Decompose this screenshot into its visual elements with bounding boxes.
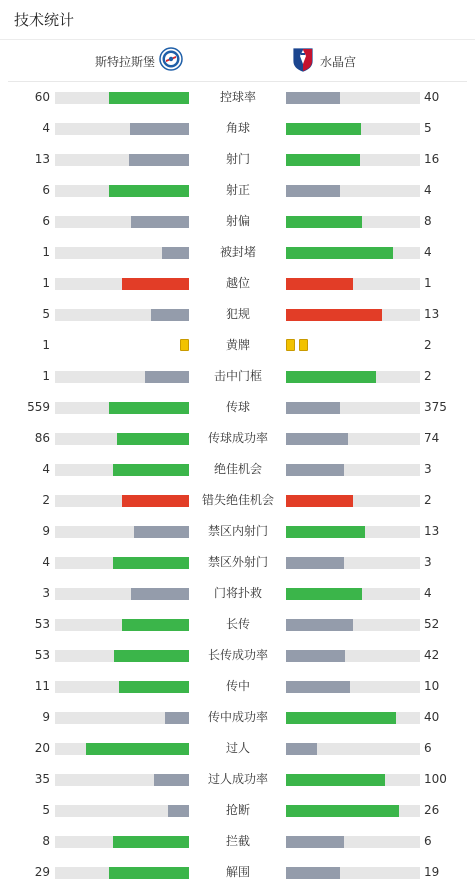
away-value: 19 <box>424 865 440 879</box>
away-bar-fill <box>286 92 340 104</box>
stat-row <box>0 671 475 702</box>
away-value: 4 <box>424 183 432 197</box>
stat-label: 射门 <box>225 152 250 166</box>
home-bar-fill <box>122 495 189 507</box>
away-bar-track <box>286 247 420 259</box>
home-bar-track <box>55 836 189 848</box>
stat-label: 长传成功率 <box>207 648 268 662</box>
home-bar-track <box>55 867 189 879</box>
away-bar-track <box>286 619 420 631</box>
away-bar-track <box>286 805 420 817</box>
away-bar-track <box>286 681 420 693</box>
home-value: 559 <box>27 400 50 414</box>
stat-row <box>0 733 475 764</box>
home-bar-fill <box>119 681 189 693</box>
stat-label: 传球 <box>225 400 250 414</box>
home-bar-fill <box>134 526 189 538</box>
home-bar-fill <box>109 867 189 879</box>
stat-row <box>0 423 475 454</box>
away-bar-fill <box>286 805 399 817</box>
stat-row <box>0 82 475 113</box>
stat-label: 传中成功率 <box>207 710 268 724</box>
yellow-card-icon <box>286 339 295 351</box>
away-bar-fill <box>286 309 382 321</box>
away-value: 2 <box>424 338 432 352</box>
stat-label: 门将扑救 <box>213 586 262 600</box>
away-bar-track <box>286 154 420 166</box>
away-value: 74 <box>424 431 440 445</box>
yellow-card-icon <box>180 339 189 351</box>
away-bar-track <box>286 495 420 507</box>
home-bar-fill <box>122 619 189 631</box>
stat-row <box>0 609 475 640</box>
teams-header <box>8 40 467 82</box>
home-value: 4 <box>42 555 50 569</box>
away-yellow-cards <box>286 339 308 353</box>
stat-label: 过人 <box>225 741 250 755</box>
stat-label: 禁区外射门 <box>207 555 268 569</box>
home-bar-track <box>55 185 189 197</box>
away-value: 8 <box>424 214 432 228</box>
stat-row <box>0 206 475 237</box>
away-value: 1 <box>424 276 432 290</box>
home-bar-fill <box>86 743 189 755</box>
home-bar-track <box>55 650 189 662</box>
stat-row <box>0 516 475 547</box>
away-bar-fill <box>286 278 353 290</box>
home-bar-fill <box>109 185 189 197</box>
home-value: 1 <box>42 369 50 383</box>
home-bar-track <box>55 557 189 569</box>
stat-row <box>0 640 475 671</box>
away-bar-fill <box>286 743 317 755</box>
home-value: 86 <box>34 431 50 445</box>
stat-label: 过人成功率 <box>207 772 268 786</box>
away-bar-track <box>286 464 420 476</box>
away-bar-fill <box>286 433 348 445</box>
home-bar-track <box>55 464 189 476</box>
home-bar-fill <box>117 433 189 445</box>
away-value: 52 <box>424 617 440 631</box>
away-bar-fill <box>286 557 344 569</box>
stat-row <box>0 578 475 609</box>
home-bar-track <box>55 588 189 600</box>
stat-label: 射正 <box>225 183 250 197</box>
stat-row <box>0 237 475 268</box>
away-bar-track <box>286 557 420 569</box>
home-value: 9 <box>42 524 50 538</box>
home-bar-track <box>55 681 189 693</box>
away-bar-fill <box>286 185 340 197</box>
away-bar-fill <box>286 712 396 724</box>
stat-label: 被封堵 <box>219 245 256 259</box>
home-bar-track <box>55 278 189 290</box>
stat-row <box>0 268 475 299</box>
stat-label: 犯规 <box>225 307 250 321</box>
stat-row <box>0 454 475 485</box>
home-value: 13 <box>34 152 50 166</box>
home-bar-fill <box>162 247 189 259</box>
home-value: 53 <box>34 617 50 631</box>
home-bar-track <box>55 247 189 259</box>
stat-label: 抢断 <box>225 803 250 817</box>
home-bar-track <box>55 805 189 817</box>
stat-label: 越位 <box>225 276 250 290</box>
away-bar-fill <box>286 402 340 414</box>
stat-row <box>0 299 475 330</box>
away-bar-track <box>286 309 420 321</box>
away-bar-track <box>286 433 420 445</box>
away-bar-fill <box>286 154 360 166</box>
home-bar-fill <box>151 309 189 321</box>
home-bar-track <box>55 619 189 631</box>
stat-row <box>0 485 475 516</box>
away-value: 13 <box>424 524 440 538</box>
away-bar-track <box>286 371 420 383</box>
away-bar-fill <box>286 123 361 135</box>
home-bar-fill <box>113 557 189 569</box>
away-value: 16 <box>424 152 440 166</box>
away-value: 100 <box>424 772 447 786</box>
home-bar-track <box>55 433 189 445</box>
away-value: 40 <box>424 710 440 724</box>
stat-row <box>0 547 475 578</box>
strasbourg-crest-icon <box>159 47 183 75</box>
home-bar-fill <box>109 92 189 104</box>
away-value: 10 <box>424 679 440 693</box>
stat-row <box>0 795 475 826</box>
away-value: 6 <box>424 741 432 755</box>
away-bar-fill <box>286 619 353 631</box>
stat-label: 传球成功率 <box>207 431 268 445</box>
home-value: 20 <box>34 741 50 755</box>
home-bar-fill <box>130 123 189 135</box>
home-bar-fill <box>113 836 189 848</box>
away-bar-track <box>286 185 420 197</box>
home-bar-fill <box>113 464 189 476</box>
away-bar-fill <box>286 681 350 693</box>
stats-table <box>0 82 475 888</box>
home-bar-track <box>55 371 189 383</box>
home-bar-track <box>55 123 189 135</box>
home-value: 53 <box>34 648 50 662</box>
away-bar-track <box>286 216 420 228</box>
home-value: 5 <box>42 307 50 321</box>
away-value: 40 <box>424 90 440 104</box>
stat-row <box>0 826 475 857</box>
away-bar-track <box>286 278 420 290</box>
stat-label: 绝佳机会 <box>213 462 262 476</box>
home-bar-fill <box>109 402 189 414</box>
away-bar-fill <box>286 774 385 786</box>
stat-label: 击中门框 <box>213 369 262 383</box>
home-bar-track <box>55 774 189 786</box>
home-bar-fill <box>154 774 189 786</box>
away-bar-track <box>286 743 420 755</box>
home-value: 6 <box>42 183 50 197</box>
home-bar-track <box>55 495 189 507</box>
away-bar-fill <box>286 836 344 848</box>
stat-row <box>0 764 475 795</box>
away-bar-track <box>286 774 420 786</box>
home-bar-fill <box>131 588 189 600</box>
stat-label: 禁区内射门 <box>207 524 268 538</box>
stat-row <box>0 175 475 206</box>
home-yellow-cards <box>180 339 189 353</box>
home-bar-fill <box>122 278 189 290</box>
away-value: 3 <box>424 555 432 569</box>
away-bar-track <box>286 526 420 538</box>
away-bar-fill <box>286 464 344 476</box>
home-bar-track <box>55 309 189 321</box>
home-bar-fill <box>165 712 189 724</box>
stat-row <box>0 392 475 423</box>
away-bar-track <box>286 588 420 600</box>
home-value: 8 <box>42 834 50 848</box>
stat-label: 解围 <box>225 865 250 879</box>
away-value: 3 <box>424 462 432 476</box>
home-value: 4 <box>42 462 50 476</box>
yellow-card-icon <box>299 339 308 351</box>
home-value: 3 <box>42 586 50 600</box>
away-value: 42 <box>424 648 440 662</box>
away-bar-fill <box>286 867 340 879</box>
away-bar-track <box>286 650 420 662</box>
home-value: 60 <box>34 90 50 104</box>
home-bar-track <box>55 216 189 228</box>
page-title: 技术统计 <box>0 0 475 40</box>
home-bar-fill <box>131 216 189 228</box>
home-value: 11 <box>34 679 50 693</box>
home-value: 9 <box>42 710 50 724</box>
home-bar-track <box>55 526 189 538</box>
away-value: 5 <box>424 121 432 135</box>
home-bar-track <box>55 712 189 724</box>
stat-label: 传中 <box>225 679 250 693</box>
away-bar-fill <box>286 588 362 600</box>
away-bar-track <box>286 123 420 135</box>
away-bar-fill <box>286 247 393 259</box>
home-bar-track <box>55 92 189 104</box>
home-team-name: 斯特拉斯堡 <box>94 54 155 69</box>
home-value: 6 <box>42 214 50 228</box>
home-value: 2 <box>42 493 50 507</box>
home-bar-fill <box>114 650 189 662</box>
away-value: 4 <box>424 586 432 600</box>
stat-label: 拦截 <box>225 834 250 848</box>
home-value: 4 <box>42 121 50 135</box>
stat-row <box>0 144 475 175</box>
away-team[interactable] <box>292 48 356 74</box>
away-bar-track <box>286 402 420 414</box>
crystal-palace-crest-icon <box>292 46 314 76</box>
home-value: 1 <box>42 338 50 352</box>
away-value: 2 <box>424 493 432 507</box>
home-value: 1 <box>42 276 50 290</box>
home-bar-fill <box>129 154 189 166</box>
away-bar-track <box>286 836 420 848</box>
away-bar-fill <box>286 526 365 538</box>
stat-label: 长传 <box>225 617 250 631</box>
away-value: 375 <box>424 400 447 414</box>
away-value: 6 <box>424 834 432 848</box>
stat-row <box>0 702 475 733</box>
stat-row <box>0 330 475 361</box>
stat-label: 控球率 <box>219 90 256 104</box>
stat-row <box>0 113 475 144</box>
home-value: 35 <box>34 772 50 786</box>
home-value: 1 <box>42 245 50 259</box>
away-value: 26 <box>424 803 440 817</box>
away-value: 2 <box>424 369 432 383</box>
stat-row <box>0 361 475 392</box>
away-bar-track <box>286 92 420 104</box>
home-bar-fill <box>168 805 189 817</box>
away-team-name: 水晶宫 <box>320 54 357 69</box>
away-bar-track <box>286 712 420 724</box>
home-bar-track <box>55 154 189 166</box>
away-bar-fill <box>286 216 362 228</box>
home-value: 29 <box>34 865 50 879</box>
away-bar-fill <box>286 650 345 662</box>
stat-label: 角球 <box>225 121 250 135</box>
away-bar-track <box>286 867 420 879</box>
stat-label: 错失绝佳机会 <box>201 493 274 507</box>
stat-label: 射偏 <box>225 214 250 228</box>
stat-label: 黄牌 <box>225 338 250 352</box>
home-team[interactable] <box>95 48 183 74</box>
away-value: 13 <box>424 307 440 321</box>
stat-row <box>0 857 475 888</box>
home-bar-track <box>55 743 189 755</box>
away-bar-fill <box>286 495 353 507</box>
home-bar-fill <box>145 371 189 383</box>
away-bar-fill <box>286 371 376 383</box>
home-bar-track <box>55 402 189 414</box>
home-value: 5 <box>42 803 50 817</box>
away-value: 4 <box>424 245 432 259</box>
